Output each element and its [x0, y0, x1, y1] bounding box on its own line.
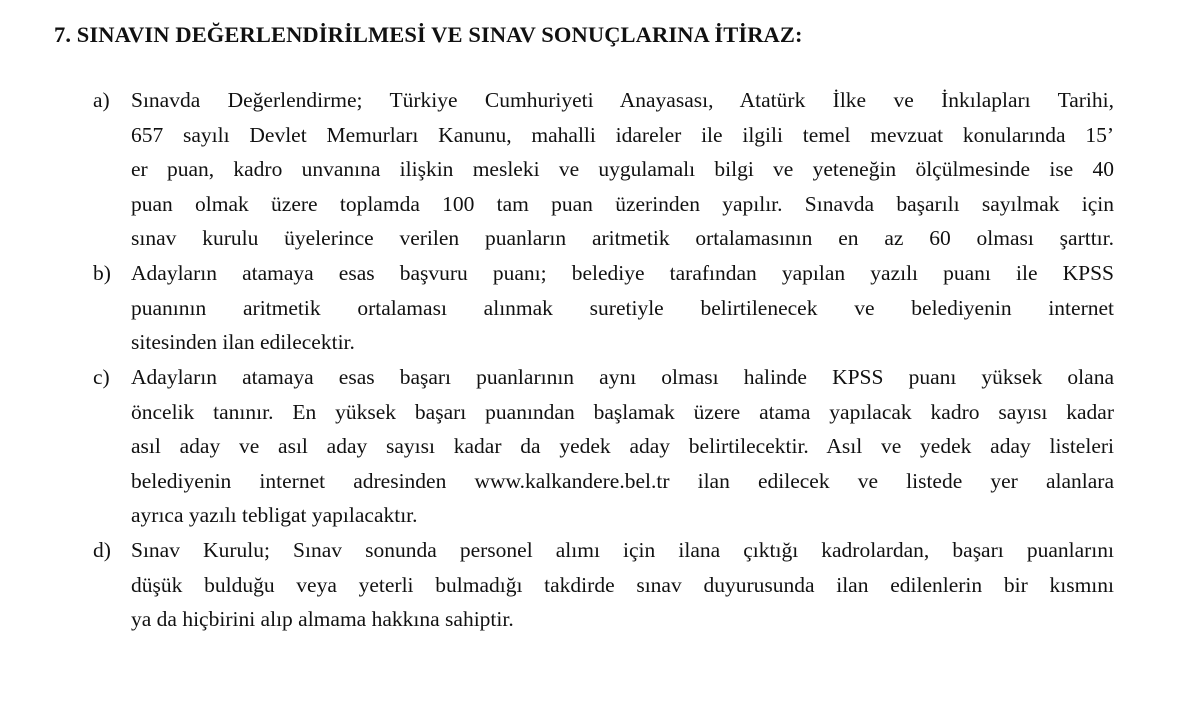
- item-b-line-1: Adayların atamaya esas başvuru puanı; belediye tarafından yapılan yazılı puanı ile KPSS: [131, 261, 1114, 285]
- item-label-d: d): [93, 538, 111, 562]
- item-c-line-4: belediyenin internet adresinden www.kalkandere.bel.tr ilan edilecek ve listede yer alanlara: [131, 468, 1114, 493]
- item-body-c: [131, 360, 1114, 533]
- item-a-line-5: sınav kurulu üyelerince verilen puanların aritmetik ortalamasının en az 60 olması şarttır.: [131, 226, 1114, 251]
- item-d-line-1: Sınav Kurulu; Sınav sonunda personel alımı için ilana çıktığı kadrolardan, başarı puanlarını: [131, 538, 1114, 562]
- item-c-line-2: öncelik tanınır. En yüksek başarı puanından başlamak üzere atama yapılacak kadro sayısı kadar: [131, 399, 1114, 424]
- item-body-b: [131, 256, 1114, 360]
- item-body-a: [131, 83, 1114, 256]
- item-b-line-3: sitesinden ilan edilecektir.: [131, 330, 355, 355]
- item-d-line-3: ya da hiçbirini alıp almama hakkına sahiptir.: [131, 607, 514, 632]
- list-item-b: [93, 256, 1114, 360]
- item-a-line-2: 657 sayılı Devlet Memurları Kanunu, mahalli idareler ile ilgili temel mevzuat konularında 15’: [131, 122, 1114, 147]
- item-d-line-2: düşük bulduğu veya yeterli bulmadığı takdirde sınav duyurusunda ilan edilenlerin bir kısmını: [131, 572, 1114, 597]
- item-c-line-1: Adayların atamaya esas başarı puanlarının aynı olması halinde KPSS puanı yüksek olana: [131, 365, 1114, 389]
- item-label-a: a): [93, 88, 110, 112]
- list-item-d: [93, 533, 1114, 637]
- section-heading: 7. SINAVIN DEĞERLENDİRİLMESİ VE SINAV SONUÇLARINA İTİRAZ:: [54, 22, 803, 47]
- item-body-d: [131, 533, 1114, 637]
- item-a-line-3: er puan, kadro unvanına ilişkin mesleki ve uygulamalı bilgi ve yeteneğin ölçülmesinde ise 40: [131, 157, 1114, 182]
- item-a-line-4: puan olmak üzere toplamda 100 tam puan üzerinden yapılır. Sınavda başarılı sayılmak için: [131, 191, 1114, 216]
- list-item-c: [93, 360, 1114, 533]
- item-a-line-1: Sınavda Değerlendirme; Türkiye Cumhuriyeti Anayasası, Atatürk İlke ve İnkılapları Tarihi,: [131, 88, 1114, 112]
- item-c-line-5: ayrıca yazılı tebligat yapılacaktır.: [131, 503, 418, 528]
- item-b-line-2: puanının aritmetik ortalaması alınmak suretiyle belirtilenecek ve belediyenin internet: [131, 295, 1114, 320]
- item-label-b: b): [93, 261, 111, 285]
- list-item-a: [93, 83, 1114, 256]
- item-label-c: c): [93, 365, 110, 389]
- item-c-line-3: asıl aday ve asıl aday sayısı kadar da yedek aday belirtilecektir. Asıl ve yedek aday listeleri: [131, 434, 1114, 459]
